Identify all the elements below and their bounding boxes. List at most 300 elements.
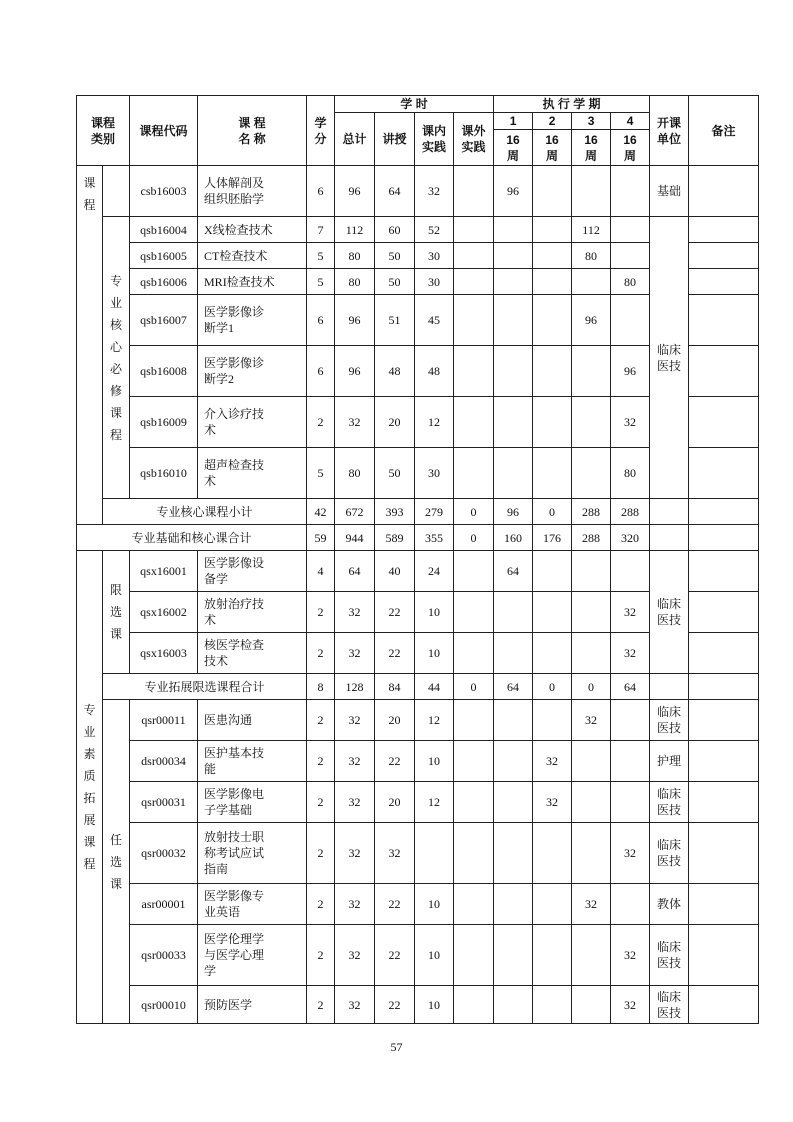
table-row [77,551,759,592]
dept-cell: 临床 医技 [650,551,689,674]
cell-outp [454,295,494,346]
cell-s1: 96 [494,166,533,217]
cell-outp [454,448,494,499]
dept-cell: 基础 [650,166,689,217]
cell-s4: 64 [611,674,650,700]
cell-lecture: 60 [375,217,415,243]
cell-lecture: 48 [375,346,415,397]
cell-outp [454,269,494,295]
cell-s4 [611,700,650,741]
cell-lecture: 20 [375,397,415,448]
cell-outp [454,986,494,1024]
cell-total: 32 [335,397,375,448]
cell-s1 [494,884,533,925]
dept-cell: 临床 医技 [650,700,689,741]
cell-lecture: 22 [375,925,415,986]
cell-s3 [572,269,611,295]
cell-credit: 6 [307,346,335,397]
cell-outp [454,166,494,217]
remark-cell [689,525,759,551]
header-weeks-3: 16 周 [572,130,611,166]
cell-s4 [611,741,650,782]
cell-s4: 32 [611,925,650,986]
cell-s3 [572,397,611,448]
cell-s4 [611,243,650,269]
table-row [77,884,759,925]
course-code: qsb16009 [130,397,198,448]
cell-outp [454,925,494,986]
cell-credit: 42 [307,499,335,525]
cell-credit: 6 [307,295,335,346]
cell-inp: 12 [415,782,454,823]
cell-inp: 12 [415,397,454,448]
header-category: 课程 类别 [77,96,130,166]
header-lecture: 讲授 [375,113,415,166]
cell-total: 32 [335,741,375,782]
cell-inp: 10 [415,633,454,674]
cell-outp [454,551,494,592]
total-label: 专业基础和核心课合计 [77,525,307,551]
header-name: 课 程 名 称 [198,96,307,166]
remark-cell [689,551,759,592]
cell-total: 32 [335,592,375,633]
cell-outp [454,592,494,633]
course-name: 放射技士职 称考试应试 指南 [198,823,307,884]
cell-outp [454,741,494,782]
cell-s1 [494,925,533,986]
cell-total: 64 [335,551,375,592]
cell-s3: 96 [572,295,611,346]
subtotal-label: 专业核心课程小计 [103,499,307,525]
cell-s2 [533,823,572,884]
course-name: X线检查技术 [198,217,307,243]
cell-lecture: 64 [375,166,415,217]
cell-s2 [533,551,572,592]
remark-cell [689,346,759,397]
remark-cell [689,499,759,525]
course-name: 医学伦理学 与医学心理 学 [198,925,307,986]
course-name: MRI检查技术 [198,269,307,295]
cell-lecture: 32 [375,823,415,884]
cell-outp [454,823,494,884]
cell-total: 96 [335,346,375,397]
cell-s2 [533,346,572,397]
course-name: 医患沟通 [198,700,307,741]
cell-s2 [533,295,572,346]
remark-cell [689,217,759,243]
course-code: qsr00011 [130,700,198,741]
course-code: qsr00032 [130,823,198,884]
category-core: 课 程 [77,166,103,525]
cell-inp: 10 [415,925,454,986]
category-core-blank [103,166,130,217]
dept-cell [650,499,689,525]
cell-total: 672 [335,499,375,525]
curriculum-table [76,95,759,1024]
cell-s4: 32 [611,592,650,633]
course-name: CT检查技术 [198,243,307,269]
cell-s1 [494,243,533,269]
cell-total: 32 [335,700,375,741]
cell-total: 32 [335,823,375,884]
remark-cell [689,884,759,925]
cell-credit: 2 [307,782,335,823]
cell-s3 [572,448,611,499]
table-row [77,782,759,823]
header-in-practice: 课内 实践 [415,113,454,166]
cell-credit: 8 [307,674,335,700]
course-code: qsx16002 [130,592,198,633]
cell-s3 [572,166,611,217]
cell-credit: 59 [307,525,335,551]
remark-cell [689,986,759,1024]
category-limited: 限 选 课 [103,551,130,674]
cell-lecture: 20 [375,782,415,823]
dept-cell [650,674,689,700]
cell-s3 [572,633,611,674]
cell-s2 [533,243,572,269]
header-sem-1: 1 [494,113,533,130]
cell-total: 944 [335,525,375,551]
cell-s1: 96 [494,499,533,525]
cell-s4: 32 [611,823,650,884]
course-code: qsr00010 [130,986,198,1024]
course-code: qsx16001 [130,551,198,592]
course-name: 超声检查技 术 [198,448,307,499]
cell-s3 [572,551,611,592]
cell-s4: 80 [611,269,650,295]
cell-s2 [533,448,572,499]
cell-s4: 32 [611,986,650,1024]
cell-lecture: 22 [375,986,415,1024]
cell-total: 32 [335,884,375,925]
cell-credit: 2 [307,633,335,674]
cell-total: 96 [335,166,375,217]
course-code: qsb16007 [130,295,198,346]
cell-s2: 176 [533,525,572,551]
cell-s3 [572,925,611,986]
cell-s2 [533,633,572,674]
cell-s4: 80 [611,448,650,499]
cell-s1 [494,397,533,448]
subtotal-row [77,674,759,700]
cell-lecture: 22 [375,633,415,674]
dept-cell: 临床 医技 [650,782,689,823]
course-code: qsb16010 [130,448,198,499]
cell-outp [454,243,494,269]
cell-s4 [611,884,650,925]
cell-inp: 30 [415,243,454,269]
cell-s3 [572,823,611,884]
cell-s3: 288 [572,499,611,525]
cell-inp [415,823,454,884]
cell-credit: 2 [307,700,335,741]
cell-inp: 12 [415,700,454,741]
cell-credit: 5 [307,448,335,499]
cell-s4 [611,782,650,823]
cell-total: 96 [335,295,375,346]
course-name: 介入诊疗技 术 [198,397,307,448]
cell-s1: 64 [494,551,533,592]
remark-cell [689,269,759,295]
cell-s3: 0 [572,674,611,700]
cell-credit: 2 [307,741,335,782]
cell-lecture: 20 [375,700,415,741]
cell-lecture: 50 [375,269,415,295]
header-weeks-2: 16 周 [533,130,572,166]
header-out-practice: 课外 实践 [454,113,494,166]
cell-s3: 80 [572,243,611,269]
cell-s4: 320 [611,525,650,551]
cell-credit: 2 [307,925,335,986]
cell-s2 [533,986,572,1024]
cell-credit: 2 [307,884,335,925]
cell-s1 [494,782,533,823]
cell-s4 [611,166,650,217]
cell-lecture: 50 [375,243,415,269]
cell-outp [454,346,494,397]
cell-lecture: 589 [375,525,415,551]
cell-lecture: 50 [375,448,415,499]
cell-outp [454,782,494,823]
course-code: qsb16005 [130,243,198,269]
cell-s2 [533,217,572,243]
table-row [77,925,759,986]
remark-cell [689,700,759,741]
cell-s2 [533,925,572,986]
subtotal-label: 专业拓展限选课程合计 [103,674,307,700]
cell-s1: 160 [494,525,533,551]
category-core-required: 专 业 核 心 必 修 课 程 [103,217,130,499]
cell-inp: 355 [415,525,454,551]
cell-credit: 2 [307,397,335,448]
header-hours: 学 时 [335,96,494,113]
cell-s2 [533,166,572,217]
course-name: 放射治疗技 术 [198,592,307,633]
cell-s3 [572,986,611,1024]
cell-s1 [494,448,533,499]
cell-s3: 288 [572,525,611,551]
course-code: qsr00033 [130,925,198,986]
cell-s3: 32 [572,700,611,741]
remark-cell [689,243,759,269]
category-optional: 任 选 课 [103,700,130,1024]
cell-inp: 48 [415,346,454,397]
cell-credit: 2 [307,986,335,1024]
cell-total: 80 [335,269,375,295]
cell-s1 [494,592,533,633]
remark-cell [689,782,759,823]
cell-inp: 32 [415,166,454,217]
cell-s1 [494,295,533,346]
remark-cell [689,592,759,633]
remark-cell [689,166,759,217]
cell-inp: 30 [415,448,454,499]
remark-cell [689,823,759,884]
cell-inp: 30 [415,269,454,295]
cell-s2: 32 [533,782,572,823]
cell-s3 [572,741,611,782]
cell-s4 [611,295,650,346]
cell-s1 [494,269,533,295]
cell-total: 32 [335,782,375,823]
header-sem-2: 2 [533,113,572,130]
cell-outp [454,884,494,925]
table-row [77,823,759,884]
cell-s1 [494,700,533,741]
dept-cell [650,525,689,551]
remark-cell [689,674,759,700]
cell-s4 [611,217,650,243]
header-remark: 备注 [689,96,759,166]
cell-credit: 6 [307,166,335,217]
course-code: qsx16003 [130,633,198,674]
course-name: 医学影像电 子学基础 [198,782,307,823]
course-name: 核医学检查 技术 [198,633,307,674]
course-name: 医学影像诊 断学1 [198,295,307,346]
cell-s2 [533,397,572,448]
dept-cell: 临床 医技 [650,217,689,499]
dept-cell: 临床 医技 [650,925,689,986]
table-row [77,217,759,243]
cell-s3: 32 [572,884,611,925]
cell-inp: 52 [415,217,454,243]
cell-lecture: 84 [375,674,415,700]
cell-s3 [572,592,611,633]
cell-inp: 24 [415,551,454,592]
cell-outp [454,217,494,243]
cell-credit: 2 [307,592,335,633]
table-row [77,166,759,217]
cell-lecture: 40 [375,551,415,592]
cell-s4: 32 [611,397,650,448]
cell-inp: 279 [415,499,454,525]
cell-s2: 0 [533,674,572,700]
cell-lecture: 22 [375,592,415,633]
header-weeks-1: 16 周 [494,130,533,166]
cell-lecture: 393 [375,499,415,525]
cell-s2 [533,269,572,295]
remark-cell [689,295,759,346]
course-code: qsb16004 [130,217,198,243]
cell-s1 [494,741,533,782]
cell-s4: 288 [611,499,650,525]
remark-cell [689,925,759,986]
table-row [77,700,759,741]
cell-outp: 0 [454,674,494,700]
cell-inp: 10 [415,741,454,782]
table-row [77,741,759,782]
header-semesters: 执 行 学 期 [494,96,650,113]
course-name: 医学影像专 业英语 [198,884,307,925]
header-weeks-4: 16 周 [611,130,650,166]
cell-inp: 45 [415,295,454,346]
cell-s2 [533,700,572,741]
cell-s4: 32 [611,633,650,674]
subtotal-row [77,499,759,525]
cell-total: 80 [335,448,375,499]
cell-credit: 4 [307,551,335,592]
cell-lecture: 22 [375,741,415,782]
cell-s2 [533,884,572,925]
remark-cell [689,397,759,448]
cell-total: 128 [335,674,375,700]
header-total: 总计 [335,113,375,166]
course-name: 人体解剖及 组织胚胎学 [198,166,307,217]
cell-total: 32 [335,925,375,986]
header-code: 课程代码 [130,96,198,166]
cell-s3 [572,782,611,823]
cell-credit: 7 [307,217,335,243]
cell-lecture: 51 [375,295,415,346]
cell-total: 112 [335,217,375,243]
course-name: 医护基本技 能 [198,741,307,782]
page-number: 57 [390,1040,403,1054]
header-sem-3: 3 [572,113,611,130]
header-dept: 开课 单位 [650,96,689,166]
course-code: qsb16008 [130,346,198,397]
dept-cell: 临床 医技 [650,986,689,1024]
cell-s4 [611,551,650,592]
cell-s2: 32 [533,741,572,782]
cell-s1 [494,346,533,397]
cell-outp [454,633,494,674]
subtotal-row [77,525,759,551]
remark-cell [689,633,759,674]
cell-s1 [494,823,533,884]
course-name: 预防医学 [198,986,307,1024]
course-name: 医学影像设 备学 [198,551,307,592]
cell-credit: 5 [307,243,335,269]
dept-cell: 护理 [650,741,689,782]
cell-total: 80 [335,243,375,269]
cell-total: 32 [335,986,375,1024]
cell-s4: 96 [611,346,650,397]
cell-s1 [494,217,533,243]
cell-s2: 0 [533,499,572,525]
header-sem-4: 4 [611,113,650,130]
category-extension: 专 业 素 质 拓 展 课 程 [77,551,103,1024]
course-code: dsr00034 [130,741,198,782]
course-code: csb16003 [130,166,198,217]
course-code: qsr00031 [130,782,198,823]
cell-s1 [494,633,533,674]
cell-credit: 5 [307,269,335,295]
cell-outp [454,397,494,448]
course-code: asr00001 [130,884,198,925]
course-name: 医学影像诊 断学2 [198,346,307,397]
course-code: qsb16006 [130,269,198,295]
table-row [77,986,759,1024]
cell-s3 [572,346,611,397]
dept-cell: 临床 医技 [650,823,689,884]
cell-outp: 0 [454,525,494,551]
remark-cell [689,448,759,499]
cell-s1: 64 [494,674,533,700]
cell-inp: 10 [415,884,454,925]
cell-lecture: 22 [375,884,415,925]
cell-total: 32 [335,633,375,674]
cell-credit: 2 [307,823,335,884]
cell-inp: 44 [415,674,454,700]
remark-cell [689,741,759,782]
cell-s2 [533,592,572,633]
cell-inp: 10 [415,986,454,1024]
cell-s3: 112 [572,217,611,243]
dept-cell: 教体 [650,884,689,925]
cell-s1 [494,986,533,1024]
cell-outp: 0 [454,499,494,525]
